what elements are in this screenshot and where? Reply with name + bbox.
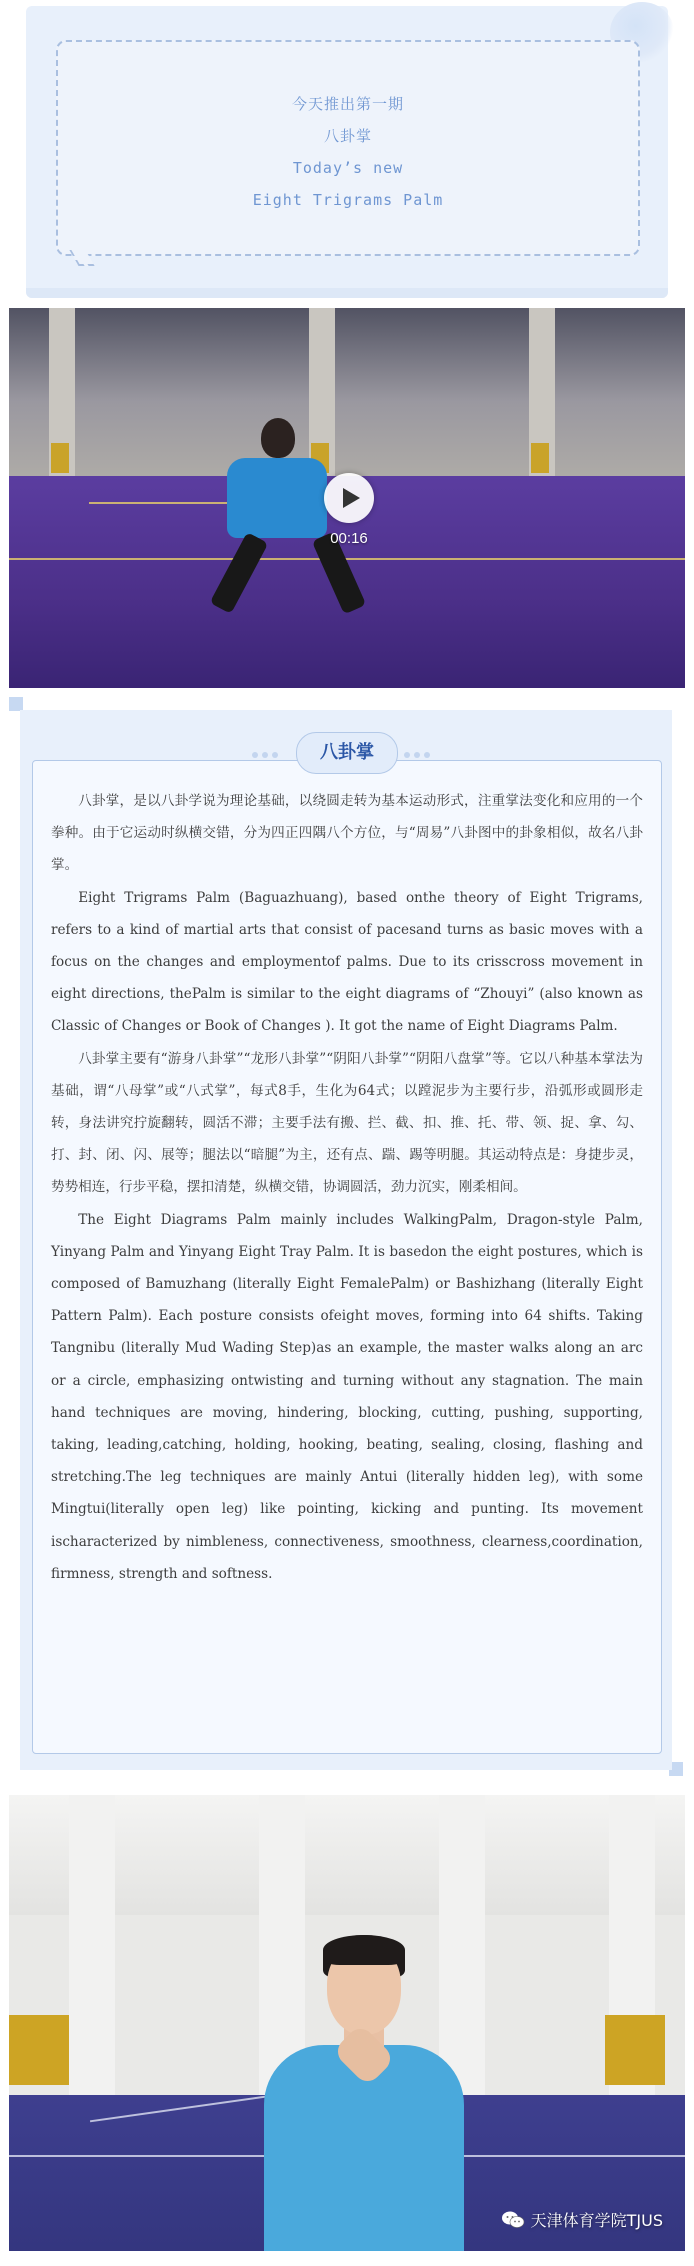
article-title: 八卦掌	[296, 732, 398, 774]
corner-square-decoration	[9, 697, 23, 711]
paragraph-en-2: The Eight Diagrams Palm mainly includes WalkingPalm, Dragon-style Palm, Yinyang Palm and Yinyang Eight Tray Palm. It is basedon the eight postures, which is composed of Bamuzhang (literally Eight FemalePalm) or Bashizhang (literally Eight Pattern Palm). Each posture consists ofeight moves, forming into 64 shifts. Taking Tangnibu (literally Mud Wading Step)as an example, the master walks along an arc or a circle, emphasizing ontwisting and turning without any stagnation. The main hand techniques are moving, hindering, blocking, cutting, pushing, supporting, taking, leading,catching, holding, hooking, beating, sealing, closing, flashing and stretching.The leg techniques are mainly Antui (literally hidden leg), with some Mingtui(literally open leg) like pointing, kicking and punting. Its movement ischaracterized by nimbleness, connectiveness, smoothness, clearness,coordination, firmness, strength and softness.	[51, 1211, 643, 1582]
intro-bottom-bar	[26, 288, 668, 298]
video-duration: 00:16	[330, 530, 368, 547]
video-pad	[51, 443, 69, 473]
article-card	[20, 710, 672, 1770]
intro-speech-bubble	[56, 40, 640, 256]
article-body	[32, 760, 662, 1754]
photo-column	[439, 1795, 485, 2095]
paragraph-zh-1: 八卦掌，是以八卦学说为理论基础，以绕圆走转为基本运动形式，注重掌法变化和应用的一个拳种。由于它运动时纵横交错，分为四正四隅八个方位，与“周易”八卦图中的卦象相似，故名八卦掌。	[51, 793, 643, 874]
intro-line-1: 今天推出第一期	[291, 95, 404, 113]
watermark	[501, 2208, 663, 2231]
video-athlete-head	[261, 418, 295, 458]
leg	[210, 532, 269, 614]
intro-line-2: 八卦掌	[323, 127, 372, 145]
paragraph-en-1: Eight Trigrams Palm (Baguazhuang), based onthe theory of Eight Trigrams, refers to a kind of martial arts that consist of pacesand turns as basic moves with a focus on the changes and employmentof palms. Due to its crisscross movement in eight directions, thePalm is similar to the eight diagrams of “Zhouyi” (also known as Classic of Changes or Book of Changes ). It got the name of Eight Diagrams Palm.	[51, 889, 643, 1035]
video-pad	[531, 443, 549, 473]
title-dots-left	[250, 746, 290, 758]
photo-pad	[9, 2015, 69, 2085]
play-button[interactable]	[324, 473, 374, 523]
bubble-tail	[69, 250, 94, 266]
title-dots-right	[402, 746, 442, 758]
intro-card	[26, 6, 668, 298]
athlete-hair-top	[323, 1935, 405, 1965]
intro-line-3: Today’s new	[292, 159, 404, 177]
photo-column	[69, 1795, 115, 2095]
paragraph-zh-2: 八卦掌主要有“游身八卦掌”“龙形八卦掌”“阴阳八卦掌”“阴阳八盘掌”等。它以八种基本掌法为基础，谓“八母掌”或“八式掌”，每式8手，生化为64式；以蹚泥步为主要行步，沿弧形或圆形走转，身法讲究拧旋翻转，圆活不滞；主要手法有搬、拦、截、扣、推、托、带、领、捉、拿、勾、打、封、闭、闪、展等；腿法以“暗腿”为主，还有点、踹、踢等明腿。其运动特点是：身捷步灵，势势相连，行步平稳，摆扣清楚，纵横交错，协调圆活，劲力沉实，刚柔相间。	[51, 1050, 643, 1196]
watermark-text: 天津体育学院TJUS	[530, 2211, 663, 2230]
intro-line-4: Eight Trigrams Palm	[252, 191, 444, 209]
intro-text	[58, 88, 638, 216]
video-player[interactable]	[9, 308, 685, 688]
article-text	[51, 785, 643, 1590]
athlete-photo	[9, 1795, 685, 2251]
wechat-icon	[501, 2210, 525, 2230]
video-scene-wall	[9, 308, 685, 478]
video-athlete-body	[227, 458, 327, 538]
photo-pad	[605, 2015, 665, 2085]
play-icon	[341, 487, 361, 509]
